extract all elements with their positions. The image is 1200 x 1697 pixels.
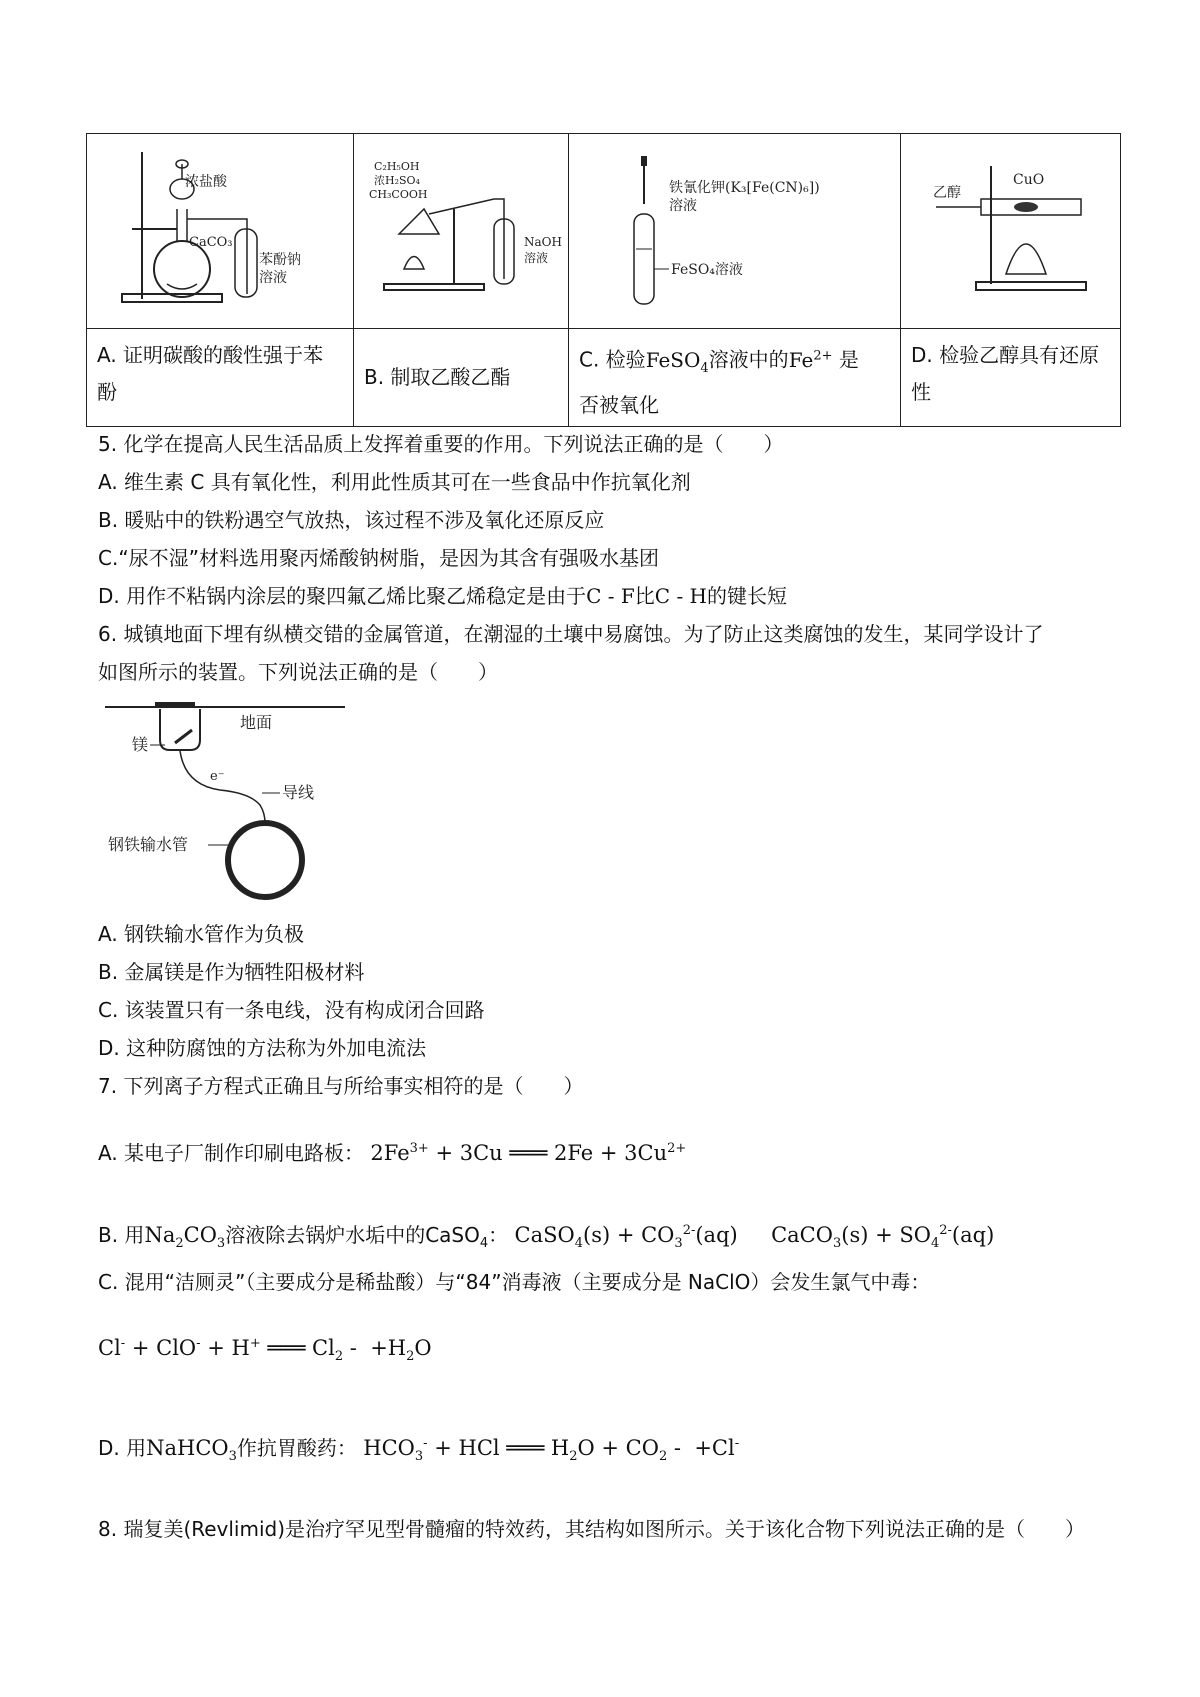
label-ground: 地面: [240, 713, 273, 732]
option-d-caption: D. 检验乙醇具有还原性: [901, 329, 1121, 427]
q8-stem: 8. 瑞复美(Revlimid)是治疗罕见型骨髓瘤的特效药，其结构如图所示。关于该化合物下列说法正确的是（ ）: [98, 1517, 1086, 1541]
q7-option-c: C. 混用“洁厕灵”（主要成分是稀盐酸）与“84”消毒液（主要成分是 NaClO）会发生氯气中毒：: [98, 1270, 931, 1294]
q6-option-b: B. 金属镁是作为牺牲阳极材料: [98, 960, 365, 984]
q5-option-c: C.“尿不湿”材料选用聚丙烯酸钠树脂，是因为其含有强吸水基团: [98, 546, 660, 570]
label-ethanol-gas: 乙醇: [933, 185, 961, 201]
option-b-caption: B. 制取乙酸乙酯: [354, 329, 569, 427]
label-ethanol: C₂H₅OH: [374, 160, 420, 173]
q7-option-a: A. 某电子厂制作印刷电路板： $2Fe^{3+} + 3Cu$ ═══ $2Fe + 3Cu^{2+}$: [98, 1141, 687, 1165]
q7-option-b: B. 用$Na_2CO_3$溶液除去锅炉水垢中的CaSO$_4$： CaSO$_4$(s) + $CO_3^{2-}(aq)$ CaCO$_3$(s) + $SO_4^{2-}(aq)$: [98, 1223, 995, 1252]
label-feso4-solution: FeSO₄溶液: [671, 262, 743, 278]
label-acid: 浓盐酸: [185, 174, 227, 190]
q7-stem: 7. 下列离子方程式正确且与所给事实相符的是（ ）: [98, 1074, 584, 1098]
equation-c: Cl- + ClO- + H+ ═══ $Cl_2 - +H_2O$: [98, 1336, 432, 1365]
q6-stem-line2: 如图所示的装置。下列说法正确的是（ ）: [98, 660, 498, 684]
label-wire: 导线: [282, 783, 315, 802]
label-ferricyanide: 铁氰化钾(K₃[Fe(CN)₆]): [669, 180, 820, 196]
equation-b: CaSO$_4$(s) + $CO_3^{2-}(aq)$ CaCO$_3$(s) + $SO_4^{2-}(aq)$: [514, 1223, 995, 1252]
option-a-caption: A. 证明碳酸的酸性强于苯酚: [87, 329, 354, 427]
apparatus-b-figure: [354, 134, 567, 324]
q6-stem-line1: 6. 城镇地面下埋有纵横交错的金属管道，在潮湿的土壤中易腐蚀。为了防止这类腐蚀的发生，某同学设计了: [98, 622, 1044, 646]
bond-cf: C - F: [586, 584, 635, 608]
q5-option-a: A. 维生素 C 具有氧化性，利用此性质其可在一些食品中作抗氧化剂: [98, 470, 691, 494]
equation-d: $HCO_3^-$ + HCl ═══ $H_2O + CO_2 - +Cl^-$: [363, 1436, 740, 1465]
label-cuo: CuO: [1013, 172, 1045, 188]
label-magnesium: 镁: [132, 735, 149, 754]
apparatus-a-figure: [87, 134, 352, 324]
label-sulfuric-acid: 浓H₂SO₄: [374, 174, 420, 187]
option-c-caption: C. 检验FeSO$_4$溶液中的$Fe^{2+}$ 是 否被氧化: [569, 329, 901, 427]
q6-option-d: D. 这种防腐蚀的方法称为外加电流法: [98, 1036, 427, 1060]
figure-cell-d: [901, 134, 1121, 329]
q5-option-d: D. 用作不粘锅内涂层的聚四氟乙烯比聚乙烯稳定是由于C - F比C - H的键长短: [98, 584, 787, 608]
option-c-post: 否被氧化: [579, 392, 659, 417]
feso4-formula: FeSO$_4$: [645, 347, 709, 376]
bond-ch: C - H: [654, 584, 707, 608]
label-naoh: NaOH: [524, 235, 562, 249]
q6-option-a: A. 钢铁输水管作为负极: [98, 922, 305, 946]
option-c-mid: 溶液中的: [708, 347, 789, 372]
label-steel-pipe: 钢铁输水管: [108, 835, 189, 854]
label-acetic-acid: CH₃COOH: [369, 188, 428, 201]
label-phenolate-solution: 溶液: [259, 270, 287, 286]
figure-cell-a: [87, 134, 354, 329]
experiment-table: [86, 133, 1121, 427]
apparatus-d-figure: [901, 134, 1119, 324]
figure-cell-c: [569, 134, 901, 329]
label-caco3: CaCO₃: [189, 235, 233, 250]
apparatus-c-figure: [569, 134, 899, 324]
option-c-pre: C. 检验: [579, 347, 646, 372]
label-naoh-solution: 溶液: [524, 251, 549, 265]
q5-option-b: B. 暖贴中的铁粉遇空气放热，该过程不涉及氧化还原反应: [98, 508, 605, 532]
label-ferricyanide-solution: 溶液: [669, 198, 697, 214]
cathodic-protection-figure: [100, 695, 360, 910]
fe2-ion: $Fe^{2+}$: [788, 347, 833, 372]
figure-cell-b: [354, 134, 569, 329]
equation-a: $2Fe^{3+} + 3Cu$ ═══ $2Fe + 3Cu^{2+}$: [370, 1141, 687, 1165]
q5-stem: 5. 化学在提高人民生活品质上发挥着重要的作用。下列说法正确的是（ ）: [98, 432, 784, 456]
label-electron: e⁻: [210, 769, 225, 784]
q7-option-d: D. 用NaHCO$_3$作抗胃酸药： $HCO_3^-$ + HCl ═══ $H_2O + CO_2 - +Cl^-$: [98, 1436, 740, 1465]
label-phenolate: 苯酚钠: [259, 252, 301, 268]
q6-option-c: C. 该装置只有一条电线，没有构成闭合回路: [98, 998, 485, 1022]
